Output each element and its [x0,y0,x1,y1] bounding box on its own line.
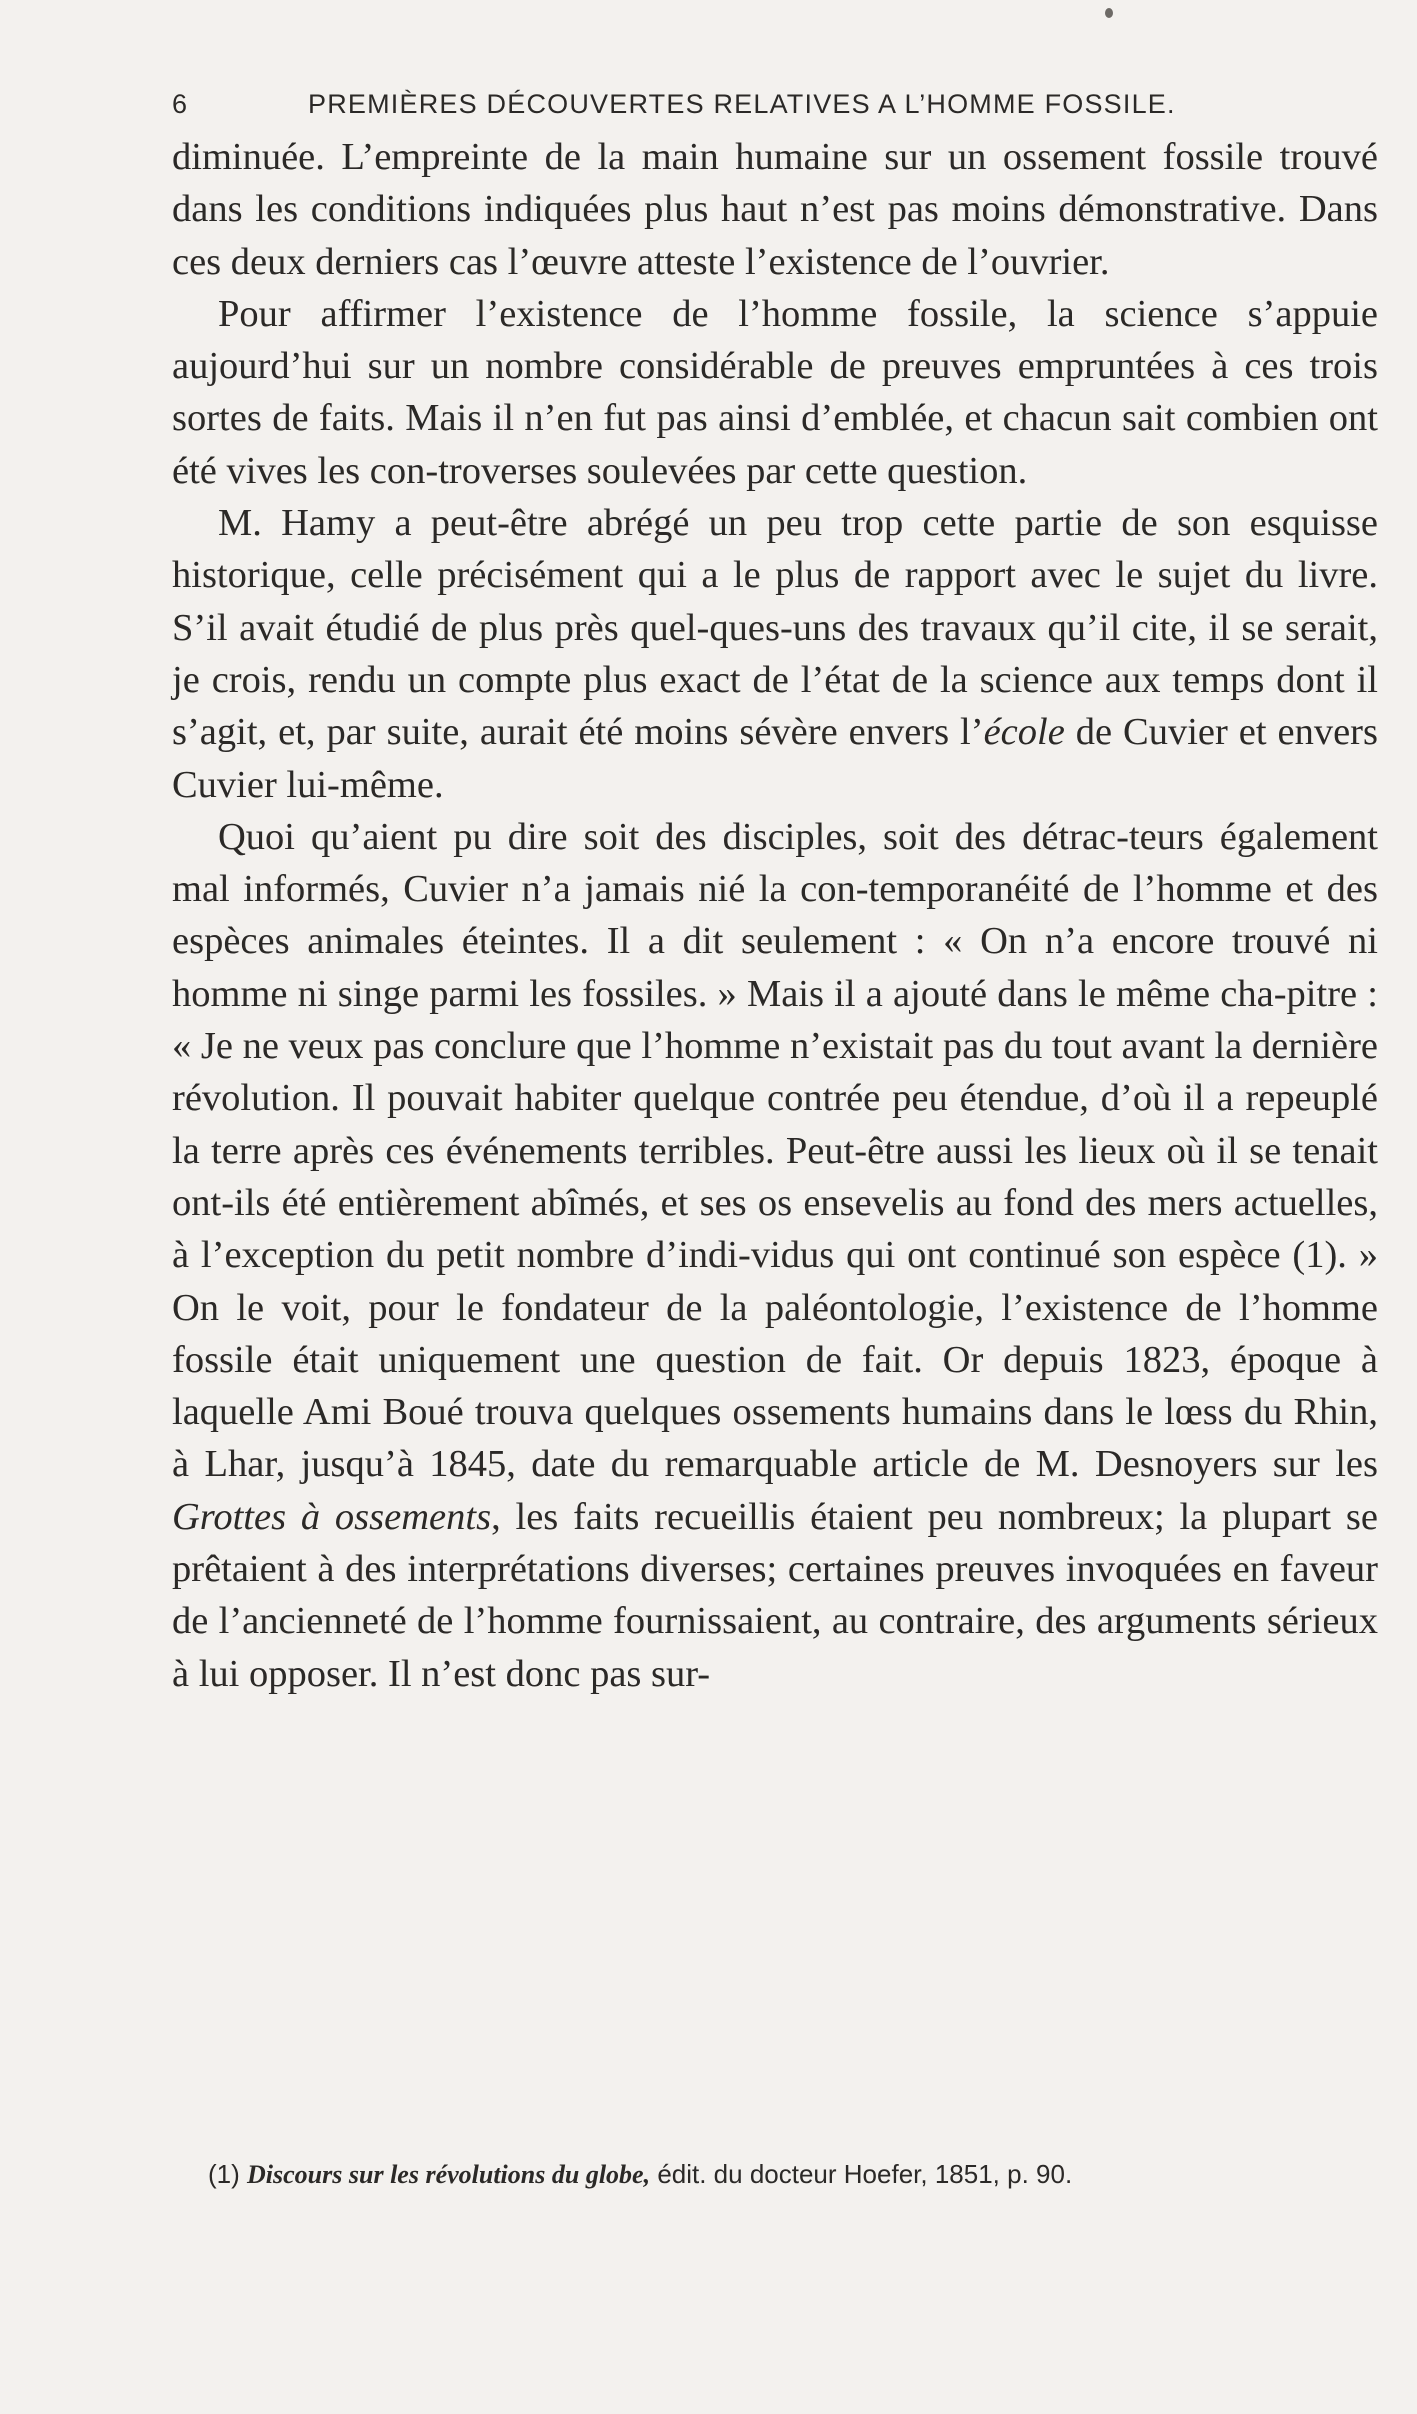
page-number: 6 [172,89,189,119]
paragraph-2-text: Pour affirmer l’existence de l’homme fossile, la science s’appuie aujourd’hui sur un nombre considérable de preuves empruntées à ces trois sortes de faits. Mais il n’en fut pas ainsi d’emblée, et chacun sait combien ont été vives les con-troverses soulevées par cette question. [172,292,1378,492]
paragraph-4-text-a: Quoi qu’aient pu dire soit des disciples, soit des détrac-teurs également mal informés, Cuvier n’a jamais nié la con-temporanéité de l’homme et des espèces animales éteintes. Il a dit seulement : « On n’a encore trouvé ni homme ni singe parmi les fossiles. » Mais il a ajouté dans le même cha-pitre : « Je ne veux pas conclure que l’homme n’existait pas du tout avant la dernière révolution. Il pouvait habiter quelque contrée peu étendue, d’où il a repeuplé la terre après ces événements terribles. Peut-être aussi les lieux où il se tenait ont-ils été entièrement abîmés, et ses os ensevelis au fond des mers actuelles, à l’exception du petit nombre d’indi-vidus qui ont continué son espèce (1). » On le voit, pour le fondateur de la paléontologie, l’existence de l’homme fossile était uniquement une question de fait. Or depuis 1823, époque à laquelle Ami Boué trouva quelques ossements humains dans le lœss du Rhin, à Lhar, jusqu’à 1845, date du remarquable article de M. Desnoyers sur les [172,815,1378,1486]
paragraph-3-italic: école [983,711,1065,754]
ink-speck [1105,8,1113,18]
paragraph-2 [172,288,1378,497]
paragraph-4-italic: Grottes à ossements [172,1495,492,1538]
paragraph-4 [172,811,1378,1700]
paragraph-4-text-b: , les faits recueillis étaient peu nombreux; la plupart se prêtaient à des interprétations diverses; certaines preuves invoquées en faveur de l’ancienneté de l’homme fournissaient, au contraire, des arguments sérieux à lui opposer. Il n’est donc pas sur- [172,1495,1378,1695]
main-text [172,131,1378,1700]
footnote-text: édit. du docteur Hoefer, 1851, p. 90. [650,2159,1073,2189]
footnote-marker: (1) [208,2159,240,2189]
footnote [208,2154,1348,2195]
paragraph-1-text: diminuée. L’empreinte de la main humaine sur un ossement fossile trouvé dans les conditions indiquées plus haut n’est pas moins démonstrative. Dans ces deux derniers cas l’œuvre atteste l’existence de l’ouvrier. [172,136,1378,283]
paragraph-3-text-b: de Cuvier et envers Cuvier lui-même. [172,711,1378,806]
footnote-title: Discours sur les révolutions du globe, [247,2160,651,2189]
paragraph-3 [172,497,1378,811]
paragraph-3-text-a: M. Hamy a peut-être abrégé un peu trop cette partie de son esquisse historique, celle précisément qui a le plus de rapport avec le sujet du livre. S’il avait étudié de plus près quel-ques-uns des travaux qu’il cite, il se serait, je crois, rendu un compte plus exact de l’état de la science aux temps dont il s’agit, et, par suite, aurait été moins sévère envers l’ [172,502,1378,754]
running-header [172,82,1248,126]
running-title: PREMIÈRES DÉCOUVERTES RELATIVES A L’HOMME FOSSILE. [308,89,1176,119]
paragraph-1 [172,131,1378,288]
